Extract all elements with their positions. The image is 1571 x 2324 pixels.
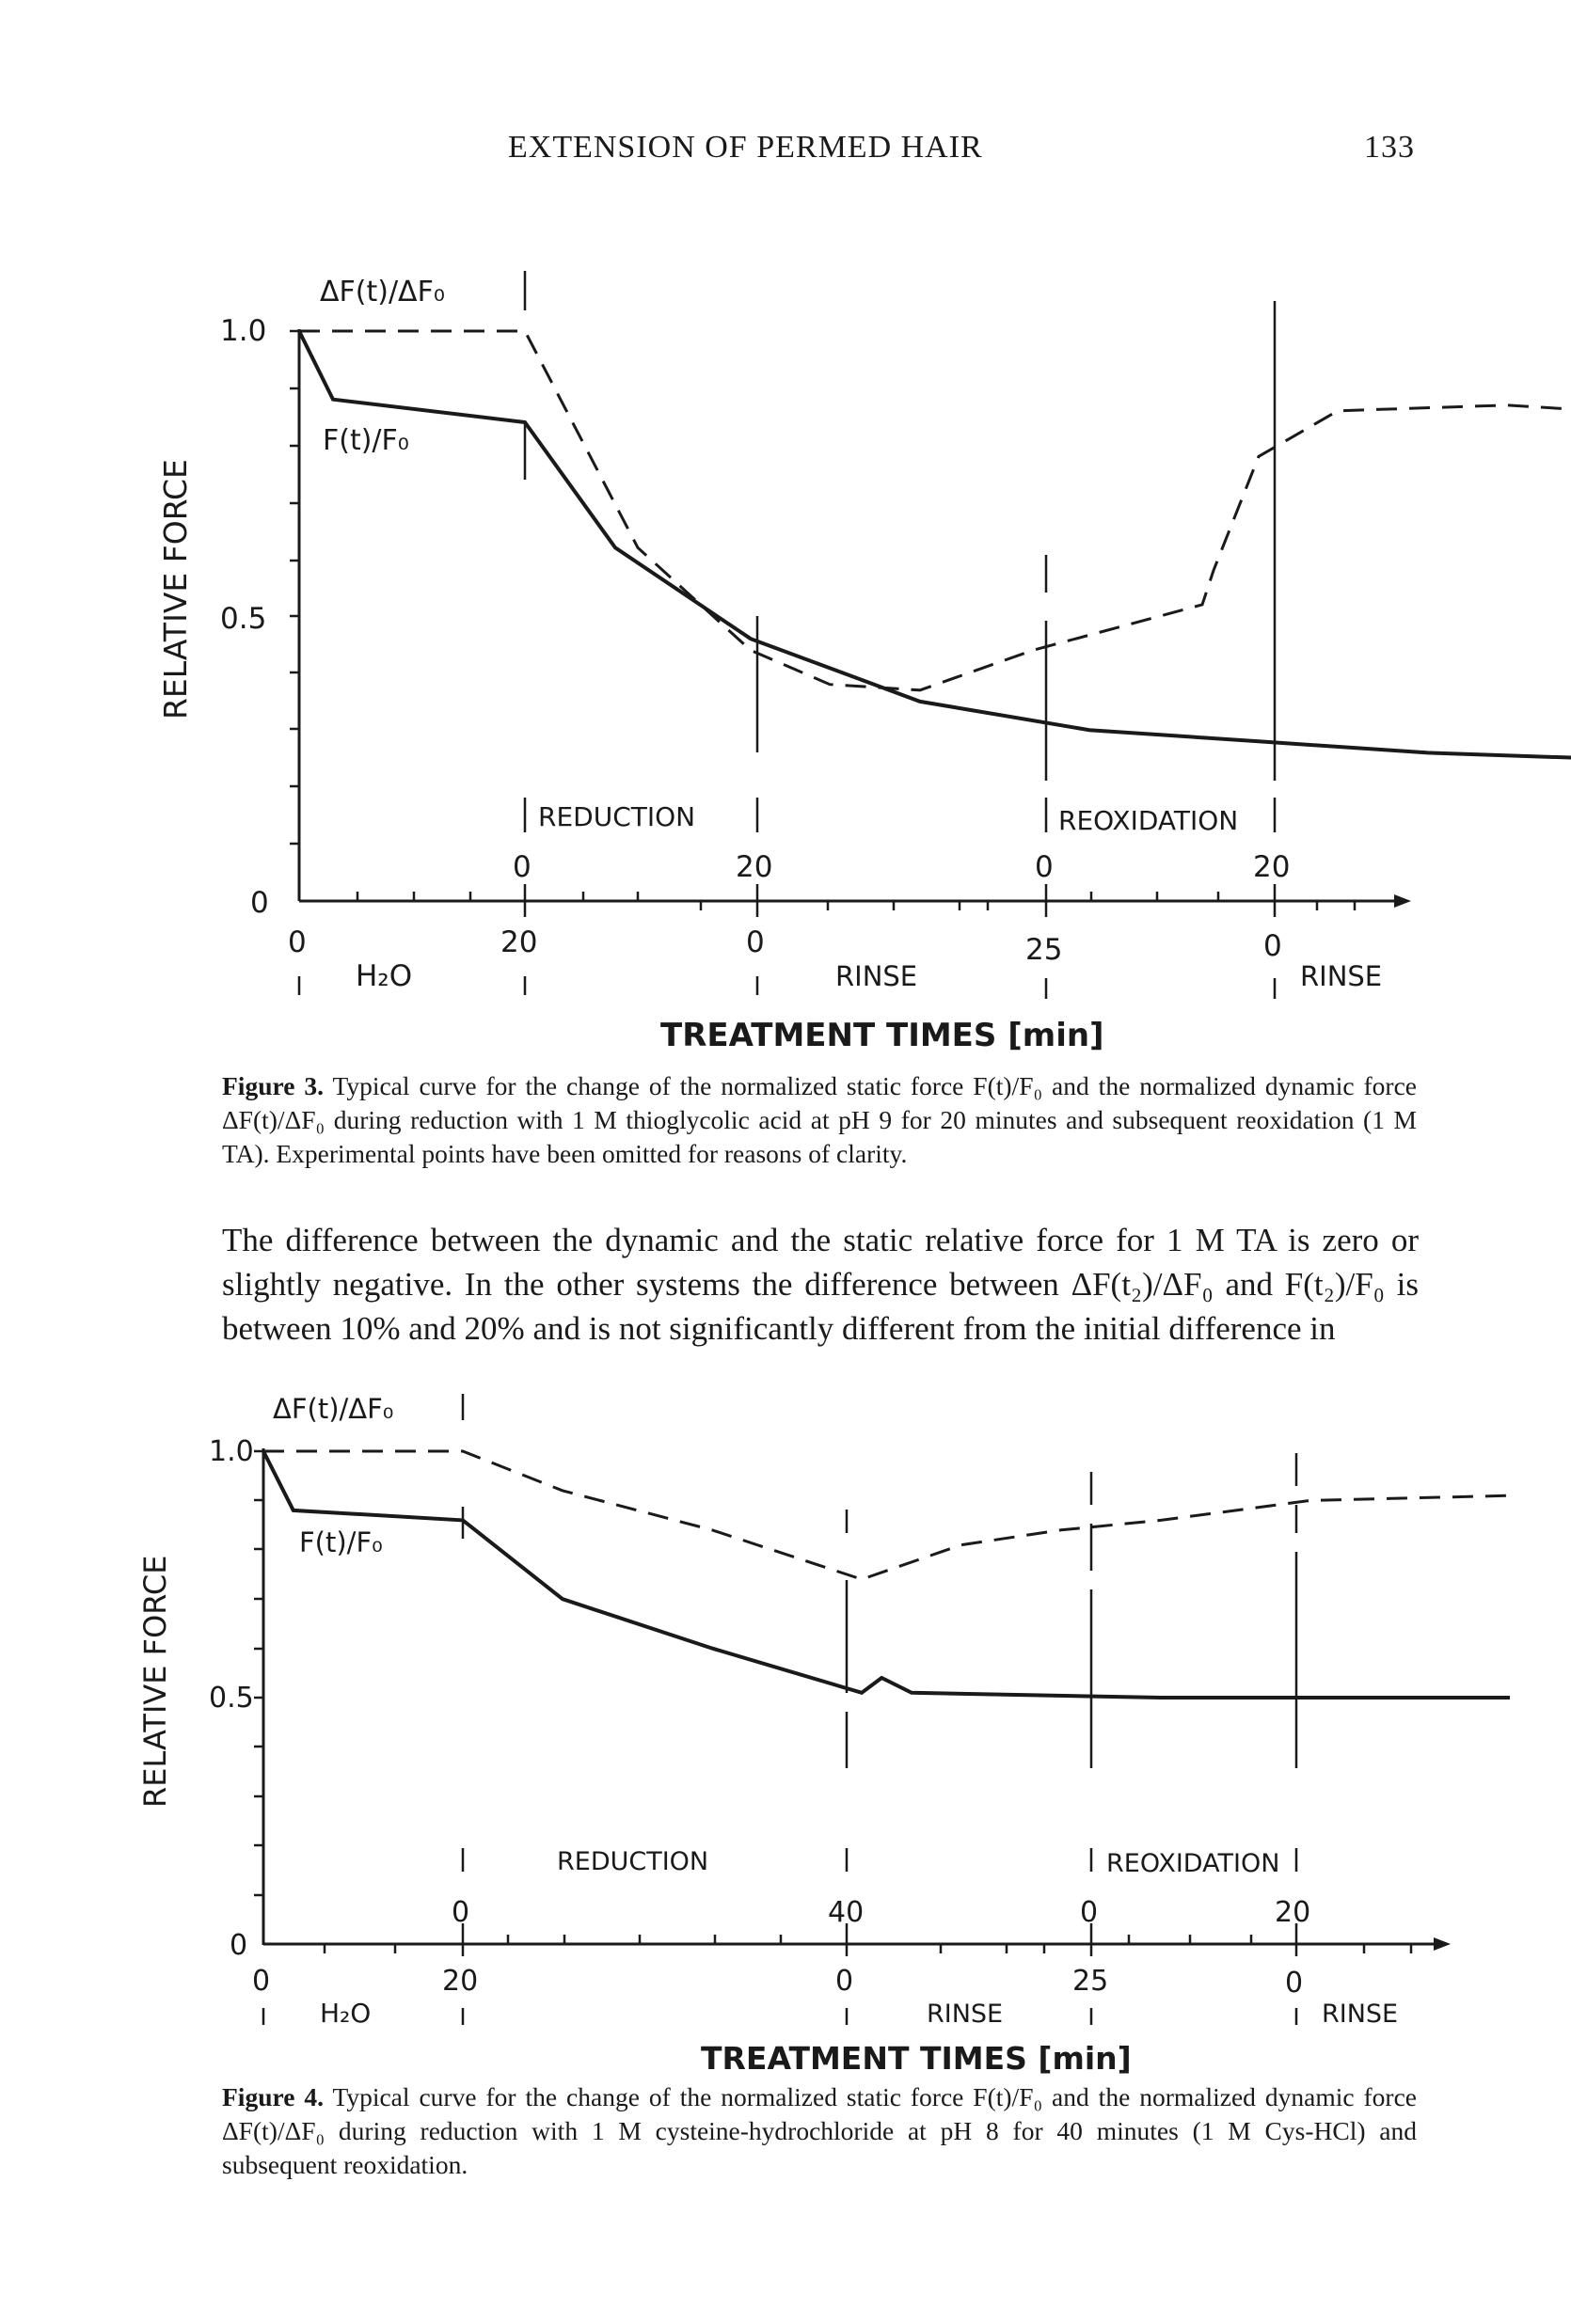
fig4-x-axis-arrow bbox=[1434, 1937, 1451, 1951]
fig3-top-0a: 0 bbox=[513, 850, 532, 884]
fig3-static-label: F(t)/F₀ bbox=[323, 424, 409, 457]
fig4-h2o: H₂O bbox=[320, 1998, 372, 2029]
fig3-x-axis-title: TREATMENT TIMES [min] bbox=[660, 1017, 1104, 1054]
fig4-bot-25: 25 bbox=[1072, 1965, 1109, 1998]
fig3-rinse1: RINSE bbox=[835, 960, 918, 992]
fig4-bot-0a: 0 bbox=[252, 1965, 271, 1998]
fig4-ytick-label-05: 0.5 bbox=[209, 1682, 254, 1715]
fig4-series-dynamic-curve bbox=[263, 1451, 1510, 1579]
fig3-ytick-label-05: 0.5 bbox=[220, 602, 267, 636]
figure-4-caption-text: Typical curve for the change of the normalized static force F(t)/F₀ and the normalized dynamic force ΔF(t)/ΔF₀ during reduction with 1 M cysteine-hydrochloride at pH 8 for 40 minutes (1 M Cys-HCl) and subsequent reoxidation. bbox=[222, 2082, 1417, 2179]
fig3-bot-25: 25 bbox=[1025, 933, 1063, 967]
fig4-top-0a: 0 bbox=[452, 1896, 470, 1929]
fig3-series-dynamic-curve bbox=[299, 331, 1571, 690]
figure-4-chart bbox=[0, 1260, 1571, 2088]
figure-3-caption bbox=[222, 1069, 1417, 1171]
figure-3-caption-text: Typical curve for the change of the normalized static force F(t)/F₀ and the normalized dynamic force ΔF(t)/ΔF₀ during reduction with 1 M thioglycolic acid at pH 9 for 20 minutes and subsequent reoxidation (1 M TA). Experimental points have been omitted for reasons of clarity. bbox=[222, 1071, 1417, 1168]
fig3-bot-0c: 0 bbox=[1263, 929, 1282, 963]
fig3-phase-reduction: REDUCTION bbox=[538, 801, 696, 832]
figure-4-label: Figure 4. bbox=[222, 2082, 324, 2111]
fig3-dynamic-label: ΔF(t)/ΔF₀ bbox=[320, 276, 445, 308]
figure-3-label: Figure 3. bbox=[222, 1071, 324, 1100]
fig4-ytick-label-0: 0 bbox=[230, 1929, 248, 1962]
running-title: EXTENSION OF PERMED HAIR bbox=[508, 130, 983, 165]
fig3-h2o: H₂O bbox=[356, 959, 413, 993]
fig3-phase-reoxidation: REOXIDATION bbox=[1058, 805, 1239, 836]
fig4-top-40: 40 bbox=[828, 1896, 865, 1929]
fig4-top-20: 20 bbox=[1275, 1896, 1311, 1929]
fig3-x-axis-arrow bbox=[1394, 894, 1411, 908]
fig4-bot-0c: 0 bbox=[1285, 1967, 1304, 2000]
fig3-top-20b: 20 bbox=[1253, 850, 1291, 884]
fig4-bot-0b: 0 bbox=[835, 1965, 854, 1998]
fig3-series-static-curve bbox=[299, 331, 1571, 759]
fig4-static-label: F(t)/F₀ bbox=[299, 1526, 383, 1558]
fig3-y-axis-title: RELATIVE FORCE bbox=[157, 459, 194, 719]
fig3-bot-0a: 0 bbox=[288, 925, 307, 959]
fig3-rinse2: RINSE bbox=[1300, 960, 1383, 992]
fig4-phase-reoxidation: REOXIDATION bbox=[1106, 1849, 1280, 1878]
page-number: 133 bbox=[1364, 130, 1415, 165]
fig3-top-0b: 0 bbox=[1035, 850, 1054, 884]
fig4-top-0b: 0 bbox=[1080, 1896, 1099, 1929]
fig4-y-axis-title: RELATIVE FORCE bbox=[137, 1555, 173, 1808]
fig4-rinse2: RINSE bbox=[1322, 2000, 1399, 2029]
figure-3-chart bbox=[0, 0, 1571, 1091]
fig3-top-20a: 20 bbox=[736, 850, 773, 884]
fig3-phase-markers bbox=[299, 271, 1275, 999]
figure-4-caption bbox=[222, 2080, 1417, 2182]
fig4-rinse1: RINSE bbox=[927, 2000, 1004, 2029]
fig3-ytick-label-1: 1.0 bbox=[220, 314, 267, 348]
fig4-series-static-curve bbox=[263, 1451, 1510, 1698]
fig3-bot-20: 20 bbox=[500, 925, 538, 959]
fig4-phase-reduction: REDUCTION bbox=[557, 1847, 709, 1876]
fig4-phase-markers bbox=[263, 1394, 1296, 2025]
body-paragraph: The difference between the dynamic and the static relative force for 1 M TA is zero or slightly negative. In the other systems the difference between ΔF(t₂)/ΔF₀ and F(t₂)/F₀ is between 10% and 20% and is not significantly different from the initial difference in bbox=[222, 1222, 1419, 1347]
fig4-dynamic-label: ΔF(t)/ΔF₀ bbox=[273, 1393, 394, 1425]
fig3-ytick-label-0: 0 bbox=[250, 886, 269, 920]
fig4-ytick-label-1: 1.0 bbox=[209, 1435, 254, 1468]
fig4-bot-20: 20 bbox=[442, 1965, 479, 1998]
fig3-bot-0b: 0 bbox=[746, 925, 765, 959]
fig4-x-axis-title: TREATMENT TIMES [min] bbox=[701, 2040, 1132, 2077]
